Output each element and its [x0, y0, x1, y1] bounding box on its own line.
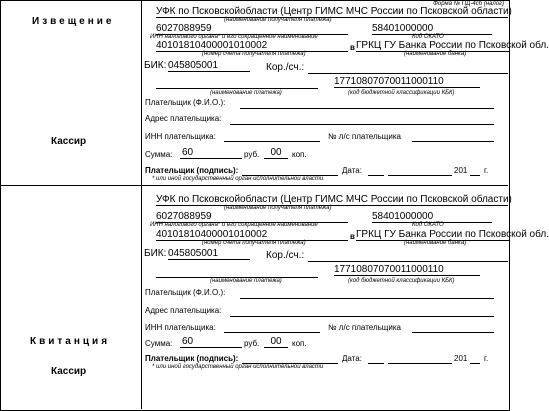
payer-label: Плательщик (Ф.И.О.): — [145, 288, 226, 297]
account-no-label: № л/с плательщика — [328, 132, 401, 141]
footnote: * или иной государственный орган исполнительной власти — [152, 364, 324, 370]
payer-inn-line[interactable] — [224, 332, 320, 333]
address-label: Адрес плательщика: — [145, 306, 222, 315]
account-no-line[interactable] — [412, 332, 494, 333]
date-label: Дата: — [342, 166, 362, 175]
bik-value: 045805001 — [168, 248, 250, 260]
kbk-value: 17710807070011000110 — [334, 264, 480, 276]
address-label: Адрес плательщика: — [145, 114, 222, 123]
inn-caption: ИНН налогового органа* и его сокращенное наименование — [150, 222, 318, 228]
korr-label: Кор./сч.: — [266, 62, 305, 73]
payer-line[interactable] — [240, 108, 494, 109]
account-no-label: № л/с плательщика — [328, 323, 401, 332]
korr-line — [308, 261, 508, 262]
bik-label: БИК: — [144, 60, 167, 71]
payer-inn-label: ИНН плательщика: — [145, 323, 216, 332]
payer-line[interactable] — [240, 298, 494, 299]
receipt-cashier-label: Кассир — [51, 366, 87, 377]
bank-value: ГРКЦ ГУ Банка России по Псковской обл. — [356, 40, 549, 51]
okato-value: 58401000000 — [372, 211, 492, 223]
account-value: 40101810400001010002 — [156, 229, 348, 241]
bik-value: 045805001 — [168, 60, 250, 72]
bank-value: ГРКЦ ГУ Банка России по Псковской обл. — [356, 229, 549, 240]
kop-value[interactable]: 00 — [264, 147, 288, 159]
year-line[interactable] — [470, 175, 480, 176]
payment-name-caption: (наименование платежа) — [210, 278, 282, 284]
rub-label: руб. — [244, 339, 260, 348]
date-day-line[interactable] — [368, 175, 384, 176]
okato-caption: Код ОКАТО — [412, 222, 444, 228]
okato-value: 58401000000 — [372, 23, 492, 35]
rub-label: руб. — [244, 150, 260, 159]
account-no-line[interactable] — [412, 141, 494, 142]
address-line[interactable] — [230, 316, 494, 317]
bank-prefix: в — [350, 232, 355, 241]
payment-name-caption: (наименование платежа) — [210, 90, 282, 96]
footnote: * или иной государственный орган исполнительной власти — [152, 176, 324, 182]
bank-caption: (наименование банка) — [404, 51, 467, 57]
bank-caption: (наименование банка) — [404, 240, 467, 246]
recipient-name: УФК по Псковскойобласти (Центр ГИМС МЧС России по Псковской области) — [156, 6, 512, 17]
account-value: 40101810400001010002 — [156, 40, 348, 52]
signature-label: Плательщик (подпись): — [145, 166, 239, 175]
notice-section — [142, 0, 549, 185]
date-month-line[interactable] — [388, 363, 452, 364]
payer-inn-label: ИНН плательщика: — [145, 132, 216, 141]
inn-value: 6027088959 — [156, 211, 348, 223]
year-suffix: г. — [484, 166, 489, 175]
kbk-caption: (код бюджетной классификации КБК) — [348, 90, 455, 96]
recipient-caption: (наименование получателя платежа) — [224, 205, 332, 211]
date-month-line[interactable] — [388, 175, 452, 176]
recipient-name: УФК по Псковскойобласти (Центр ГИМС МЧС России по Псковской области) — [156, 194, 512, 205]
account-caption: (номер счета получателя платежа) — [202, 240, 306, 246]
korr-label: Кор./сч.: — [266, 250, 305, 261]
rub-value[interactable]: 60 — [180, 147, 242, 159]
payment-name-line — [156, 88, 318, 89]
rub-value[interactable]: 60 — [180, 336, 242, 348]
bik-label: БИК: — [144, 248, 167, 259]
year-label: 201 — [454, 354, 468, 363]
sum-label: Сумма: — [145, 150, 173, 159]
year-line[interactable] — [470, 363, 480, 364]
recipient-caption: (наименование получателя платежа) — [224, 17, 332, 23]
payer-label: Плательщик (Ф.И.О.): — [145, 98, 226, 107]
account-caption: (номер счета получателя платежа) — [202, 51, 306, 57]
sum-label: Сумма: — [145, 339, 173, 348]
korr-line — [308, 73, 508, 74]
kop-label: коп. — [292, 339, 307, 348]
kbk-value: 17710807070011000110 — [334, 76, 480, 88]
notice-cashier-label: Кассир — [51, 136, 87, 147]
signature-label: Плательщик (подпись): — [145, 354, 239, 363]
notice-title: Извещение — [32, 16, 115, 27]
form-number: Форма № ПД-4сб (налог) — [433, 1, 504, 7]
receipt-section — [142, 186, 549, 409]
bank-prefix: в — [350, 43, 355, 52]
inn-value: 6027088959 — [156, 23, 348, 35]
okato-caption: Код ОКАТО — [412, 34, 444, 40]
year-label: 201 — [454, 166, 468, 175]
kbk-caption: (код бюджетной классификации КБК) — [348, 278, 455, 284]
date-label: Дата: — [342, 354, 362, 363]
inn-caption: ИНН налогового органа* и его сокращенное наименование — [150, 34, 318, 40]
year-suffix: г. — [484, 354, 489, 363]
payer-inn-line[interactable] — [224, 141, 320, 142]
receipt-title: Квитанция — [30, 336, 111, 347]
address-line[interactable] — [230, 124, 494, 125]
kop-value[interactable]: 00 — [264, 336, 288, 348]
kop-label: коп. — [292, 150, 307, 159]
date-day-line[interactable] — [368, 363, 384, 364]
